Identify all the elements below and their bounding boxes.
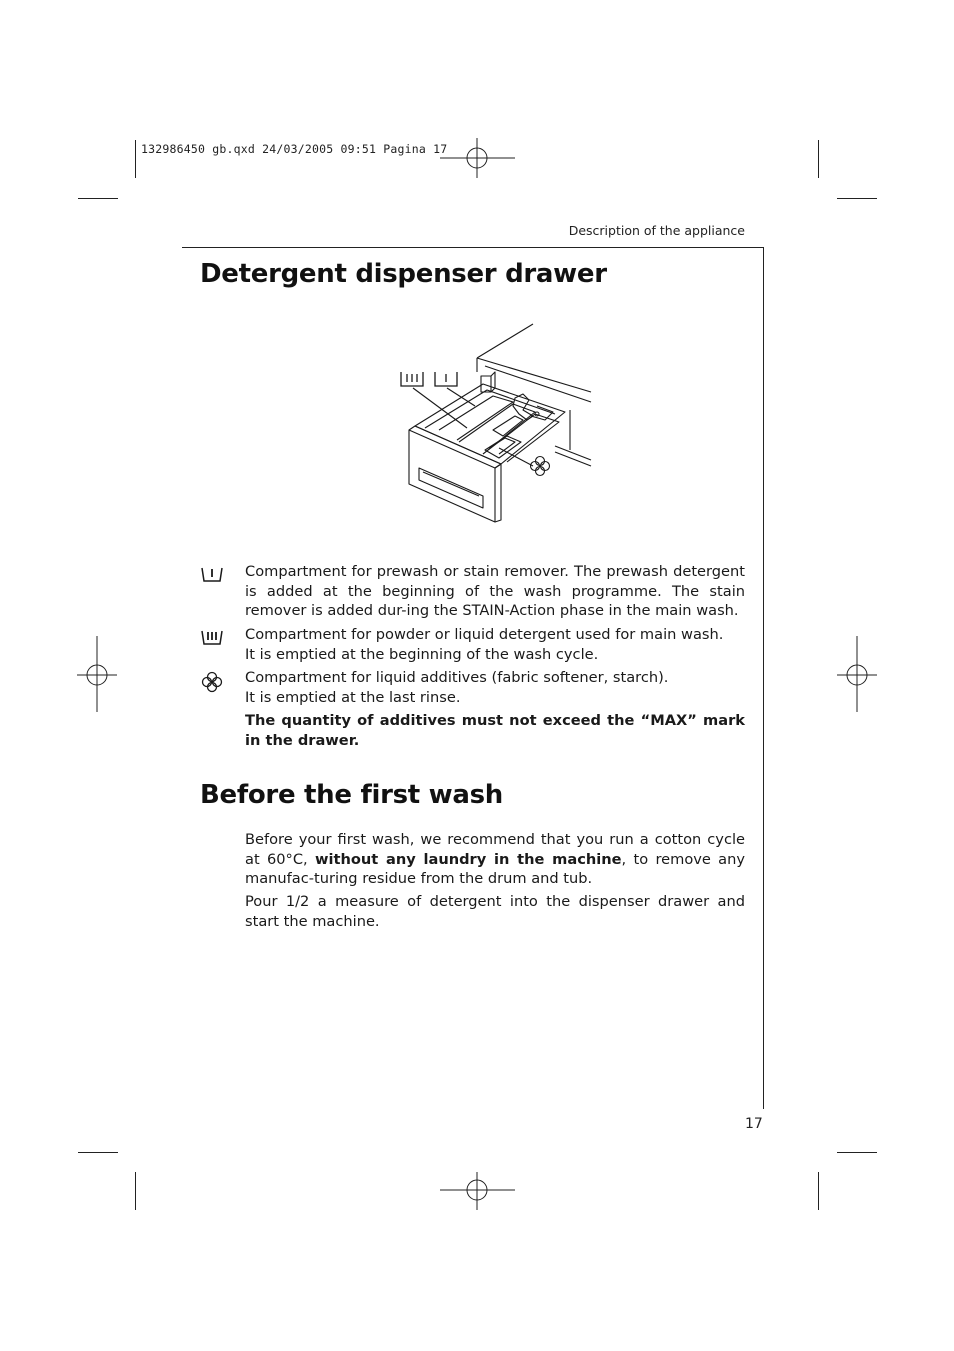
main-wash-description <box>245 625 745 664</box>
first-wash-text-a: Before your first wash, we recommend that you run a cotton cycle at 60°C, <box>245 831 745 868</box>
main-wash-line-1: Compartment for powder or liquid detergent used for main wash. <box>245 626 724 643</box>
section-header: Description of the appliance <box>568 223 745 238</box>
prewash-compartment-icon <box>200 566 224 584</box>
page-number: 17 <box>745 1116 763 1132</box>
softener-flower-icon <box>200 671 224 693</box>
first-wash-paragraph-1 <box>245 830 745 889</box>
dispenser-drawer-illustration <box>395 320 600 525</box>
first-wash-heading: Before the first wash <box>200 780 504 810</box>
margin-rule <box>763 247 764 1109</box>
header-rule <box>182 247 764 248</box>
max-mark-warning: The quantity of additives must not exceed the “MAX” mark in the drawer. <box>245 712 745 749</box>
first-wash-text-b: , to remove any manufac-turing residue from the drum and tub. <box>245 850 746 888</box>
softener-description <box>245 668 745 707</box>
first-wash-emphasis: without any laundry in the machine <box>314 850 622 868</box>
softener-line-1: Compartment for liquid additives (fabric softener, starch). <box>245 669 669 686</box>
dispenser-heading: Detergent dispenser drawer <box>200 259 607 289</box>
prewash-description: Compartment for prewash or stain remover. The prewash detergent is added at the beginning of the wash programme. The stain remover is added dur-ing the STAIN-Action phase in the main wash. <box>245 563 745 620</box>
main-wash-line-2: It is emptied at the beginning of the wash cycle. <box>245 645 599 663</box>
print-slug: 132986450 gb.qxd 24/03/2005 09:51 Pagina 17 <box>141 142 448 156</box>
first-wash-paragraph-2: Pour 1/2 a measure of detergent into the dispenser drawer and start the machine. <box>245 893 745 930</box>
main-wash-compartment-icon <box>200 629 224 647</box>
softener-line-2: It is emptied at the last rinse. <box>245 688 461 706</box>
